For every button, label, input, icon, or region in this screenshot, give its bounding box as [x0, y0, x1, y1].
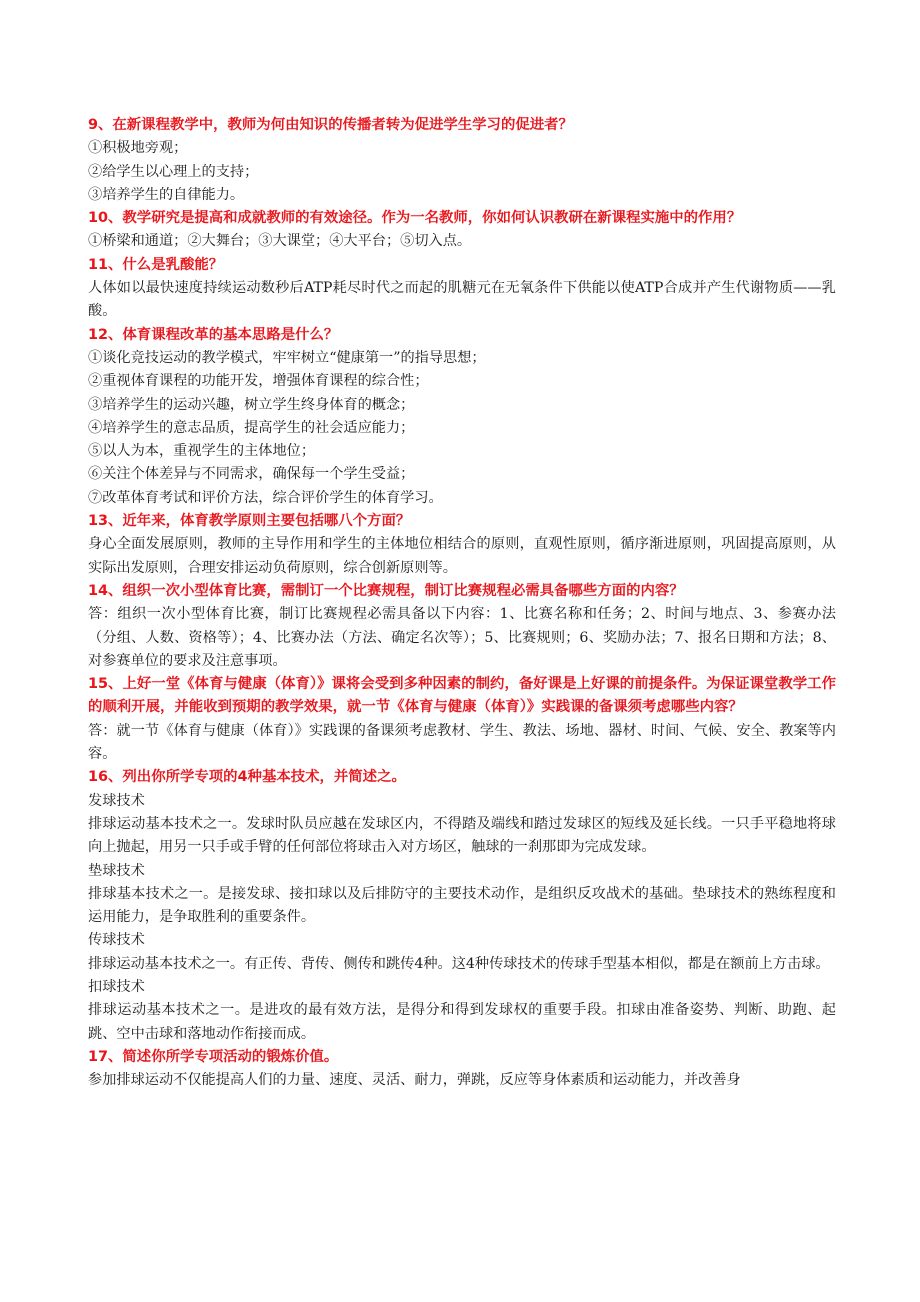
technique-description: 排球运动基本技术之一。发球时队员应越在发球区内，不得踏及端线和踏过发球区的短线及延长线。一只手平稳地将球向上抛起，用另一只手或手臂的任何部位将球击入对方场区，触球的一刹那即为完成发球。 [88, 815, 836, 856]
technique-title: 传球技术 [88, 932, 145, 949]
answer-paragraph: 身心全面发展原则，教师的主导作用和学生的主体地位相结合的原则，直观性原则，循序渐进原则，巩固提高原则，从实际出发原则，合理安排运动负荷原则，综合创新原则等。 [88, 536, 836, 576]
section-12 [88, 324, 836, 510]
answer-line: ④培养学生的意志品质，提高学生的社会适应能力； [88, 419, 415, 436]
answer-line: ③培养学生的自律能力。 [88, 186, 245, 203]
answer-line: ⑦改革体育考试和评价方法，综合评价学生的体育学习。 [88, 489, 443, 506]
answer-line: ①谈化竞技运动的教学模式，牢牢树立“健康第一”的指导思想； [88, 349, 486, 366]
answer-paragraph: 人体如以最快速度持续运动数秒后ATP耗尽时代之而起的肌糖元在无氧条件下供能以使ATP合成并产生代谢物质——乳酸。 [88, 280, 836, 320]
answer-paragraph: 答：就一节《体育与健康（体育）》实践课的备课须考虑教材、学生、教法、场地、器材、时间、气候、安全、教案等内容。 [88, 722, 836, 763]
answer-line: ⑥关注个体差异与不同需求，确保每一个学生受益； [88, 466, 415, 483]
question-heading: 16、列出你所学专项的4种基本技术，并简述之。 [88, 769, 406, 786]
answer-line: ①积极地旁观； [88, 140, 188, 157]
answer-line: ⑤以人为本，重视学生的主体地位； [88, 443, 316, 460]
technique-title: 发球技术 [88, 792, 145, 809]
section-13 [88, 510, 836, 580]
technique-description: 排球基本技术之一。是接发球、接扣球以及后排防守的主要技术动作，是组织反攻战术的基础。垫球技术的熟练程度和运用能力，是争取胜利的重要条件。 [88, 885, 836, 926]
question-heading: 12、体育课程改革的基本思路是什么？ [88, 326, 339, 343]
section-17 [88, 1046, 836, 1093]
question-heading: 13、近年来，体育教学原则主要包括哪八个方面？ [88, 513, 411, 530]
question-heading: 11、什么是乳酸能？ [88, 256, 224, 273]
technique-title: 垫球技术 [88, 862, 145, 879]
technique-description: 排球运动基本技术之一。是进攻的最有效方法，是得分和得到发球权的重要手段。扣球由准备姿势、判断、助跑、起跳、空中击球和落地动作衔接而成。 [88, 1002, 836, 1042]
technique-title: 扣球技术 [88, 978, 145, 995]
question-heading: 17、简述你所学专项活动的锻炼价值。 [88, 1048, 339, 1065]
question-heading: 9、在新课程教学中，教师为何由知识的传播者转为促进学生学习的促进者？ [88, 117, 573, 133]
answer-paragraph: 答：组织一次小型体育比赛，制订比赛规程必需具备以下内容：1、比赛名称和任务；2、时间与地点、3、参赛办法（分组、人数、资格等）；4、比赛办法（方法、确定名次等）；5、比赛规则；6、奖励办法；7、报名日期和方法；8、对参赛单位的要求及注意事项。 [88, 606, 836, 669]
section-15 [88, 673, 836, 766]
answer-line: ②给学生以心理上的支持； [88, 163, 259, 180]
section-11 [88, 254, 836, 324]
section-10 [88, 207, 836, 254]
section-9 [88, 114, 836, 207]
technique-description: 排球运动基本技术之一。有正传、背传、侧传和跳传4种。这4种传球技术的传球手型基本相似，都是在额前上方击球。 [88, 955, 830, 972]
document-page [88, 114, 836, 1092]
answer-line: ②重视体育课程的功能开发，增强体育课程的综合性； [88, 373, 429, 390]
question-heading: 14、组织一次小型体育比赛，需制订一个比赛规程，制订比赛规程必需具备哪些方面的内容？ [88, 582, 684, 599]
answer-line: ①桥梁和通道；②大舞台；③大课堂；④大平台；⑤切入点。 [88, 233, 472, 250]
section-16 [88, 766, 836, 1046]
answer-line: ③培养学生的运动兴趣，树立学生终身体育的概念； [88, 396, 415, 413]
answer-paragraph: 参加排球运动不仅能提高人们的力量、速度、灵活、耐力，弹跳，反应等身体素质和运动能力，并改善身 [88, 1072, 741, 1089]
question-heading: 10、教学研究是提高和成就教师的有效途径。作为一名教师，你如何认识教研在新课程实施中的作用？ [88, 210, 742, 227]
section-14 [88, 580, 836, 673]
question-heading: 15、上好一堂《体育与健康（体育）》课将会受到多种因素的制约，备好课是上好课的前提条件。为保证课堂教学工作的顺利开展，并能收到预期的教学效果，就一节《体育与健康（体育）》实践课的备课须考虑哪些内容？ [88, 676, 836, 716]
